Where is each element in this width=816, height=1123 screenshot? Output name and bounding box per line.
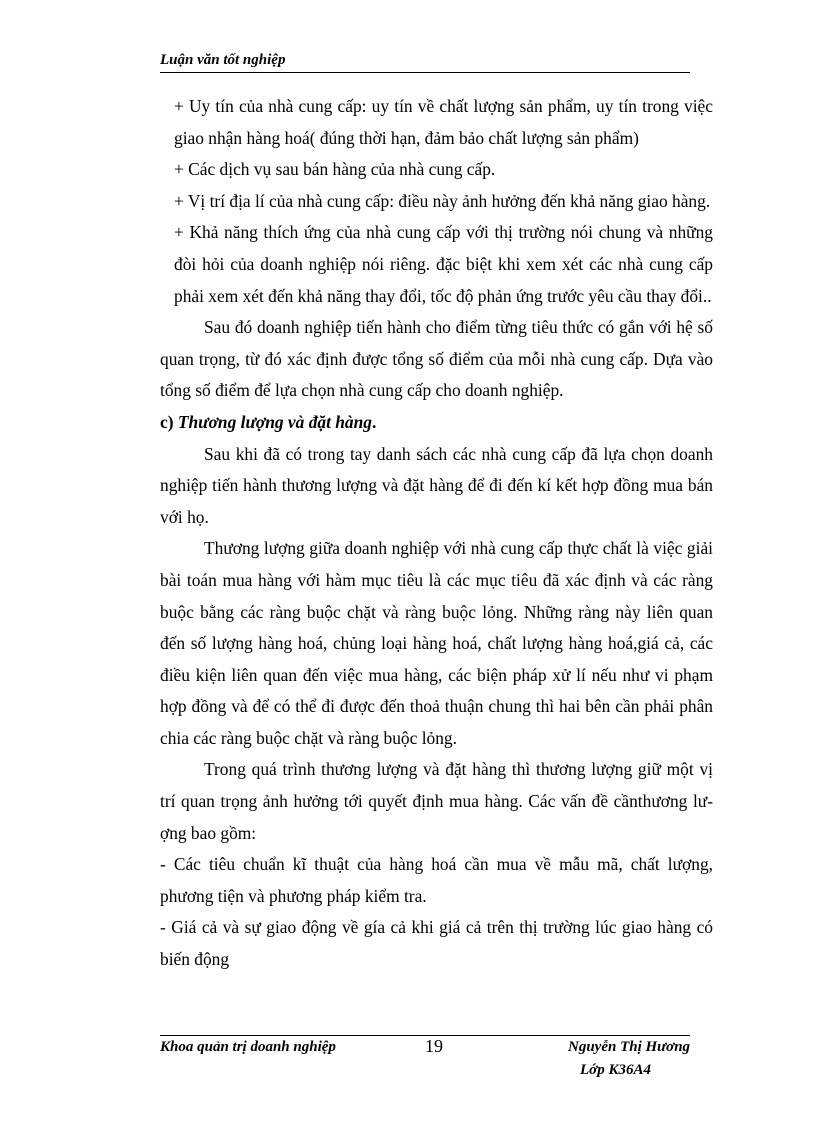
page-number: 19 [425,1036,443,1056]
bullet-adaptability: + Khả năng thích ứng của nhà cung cấp với thị trường nói chung và những đòi hỏi của doanh nghiệp nói riêng. đặc biệt khi xem xét các nhà cung cấp phải xem xét đến khả năng thay đổi, tốc độ phản ứng trước yêu cầu thay đổi.. [174,222,713,306]
dash-item-price: - Giá cả và sự giao động về gía cả khi giá cả trên thị trường lúc giao hàng có biến động [160,917,713,970]
footer-class: Lớp K36A4 [580,1062,651,1078]
paragraph-negotiation-detail: Thương lượng giữa doanh nghiệp với nhà cung cấp thực chất là việc giải bài toán mua hàng với hàm mục tiêu là các mục tiêu đã xác định và các ràng buộc bằng các ràng buộc chặt và ràng buộc lỏng. Những ràng này liên quan đến số lượng hàng hoá, chủng loại hàng hoá, chất lượng hàng hoá,giá cả, các điều kiện liên quan đến việc mua hàng, các biện pháp xử lí nếu như vi phạm hợp đồng và để có thể đi được đến thoả thuận chung thì hai bên cần phải phân chia các ràng buộc chặt và ràng buộc lỏng. [160,538,713,748]
paragraph-negotiation-role: Trong quá trình thương lượng và đặt hàng thì thương lượng giữ một vị trí quan trọng ảnh hưởng tới quyết định mua hàng. Các vấn đề cầnthương lượng bao gồm: [160,759,713,843]
heading-suffix: . [372,411,377,432]
header-title: Luận văn tốt nghiệp [160,52,286,68]
dash-item-technical-standards: - Các tiêu chuẩn kĩ thuật của hàng hoá cần mua về mẫu mã, chất lượng, phương tiện và phương pháp kiểm tra. [160,854,713,906]
footer-faculty: Khoa quản trị doanh nghiệp [160,1039,336,1055]
paragraph-negotiation-intro: Sau khi đã có trong tay danh sách các nhà cung cấp đã lựa chọn doanh nghiệp tiến hành thương lượng và đặt hàng để đi đến kí kết hợp đồng mua bán với họ. [160,443,713,527]
bullet-after-sales: + Các dịch vụ sau bán hàng của nhà cung cấp. [174,159,496,180]
document-body [160,91,713,976]
section-heading [160,407,713,439]
bullet-reputation: + Uy tín của nhà cung cấp: uy tín về chất lượng sản phẩm, uy tín trong việc giao nhận hàng hoá( đúng thời hạn, đảm bảo chất lượng sản phẩm) [174,96,713,148]
paragraph-scoring: Sau đó doanh nghiệp tiến hành cho điểm từng tiêu thức có gắn với hệ số quan trọng, từ đó xác định được tổng số điểm của mỗi nhà cung cấp. Dựa vào tổng số điểm để lựa chọn nhà cung cấp cho doanh nghiệp. [160,317,713,401]
footer-author: Nguyễn Thị Hương [568,1039,691,1055]
heading-prefix: c) [160,411,174,432]
bullet-location: + Vị trí địa lí của nhà cung cấp: điều này ảnh hưởng đến khả năng giao hàng. [174,190,711,211]
page-header [160,52,690,73]
heading-text: Thương lượng và đặt hàng [177,411,372,432]
